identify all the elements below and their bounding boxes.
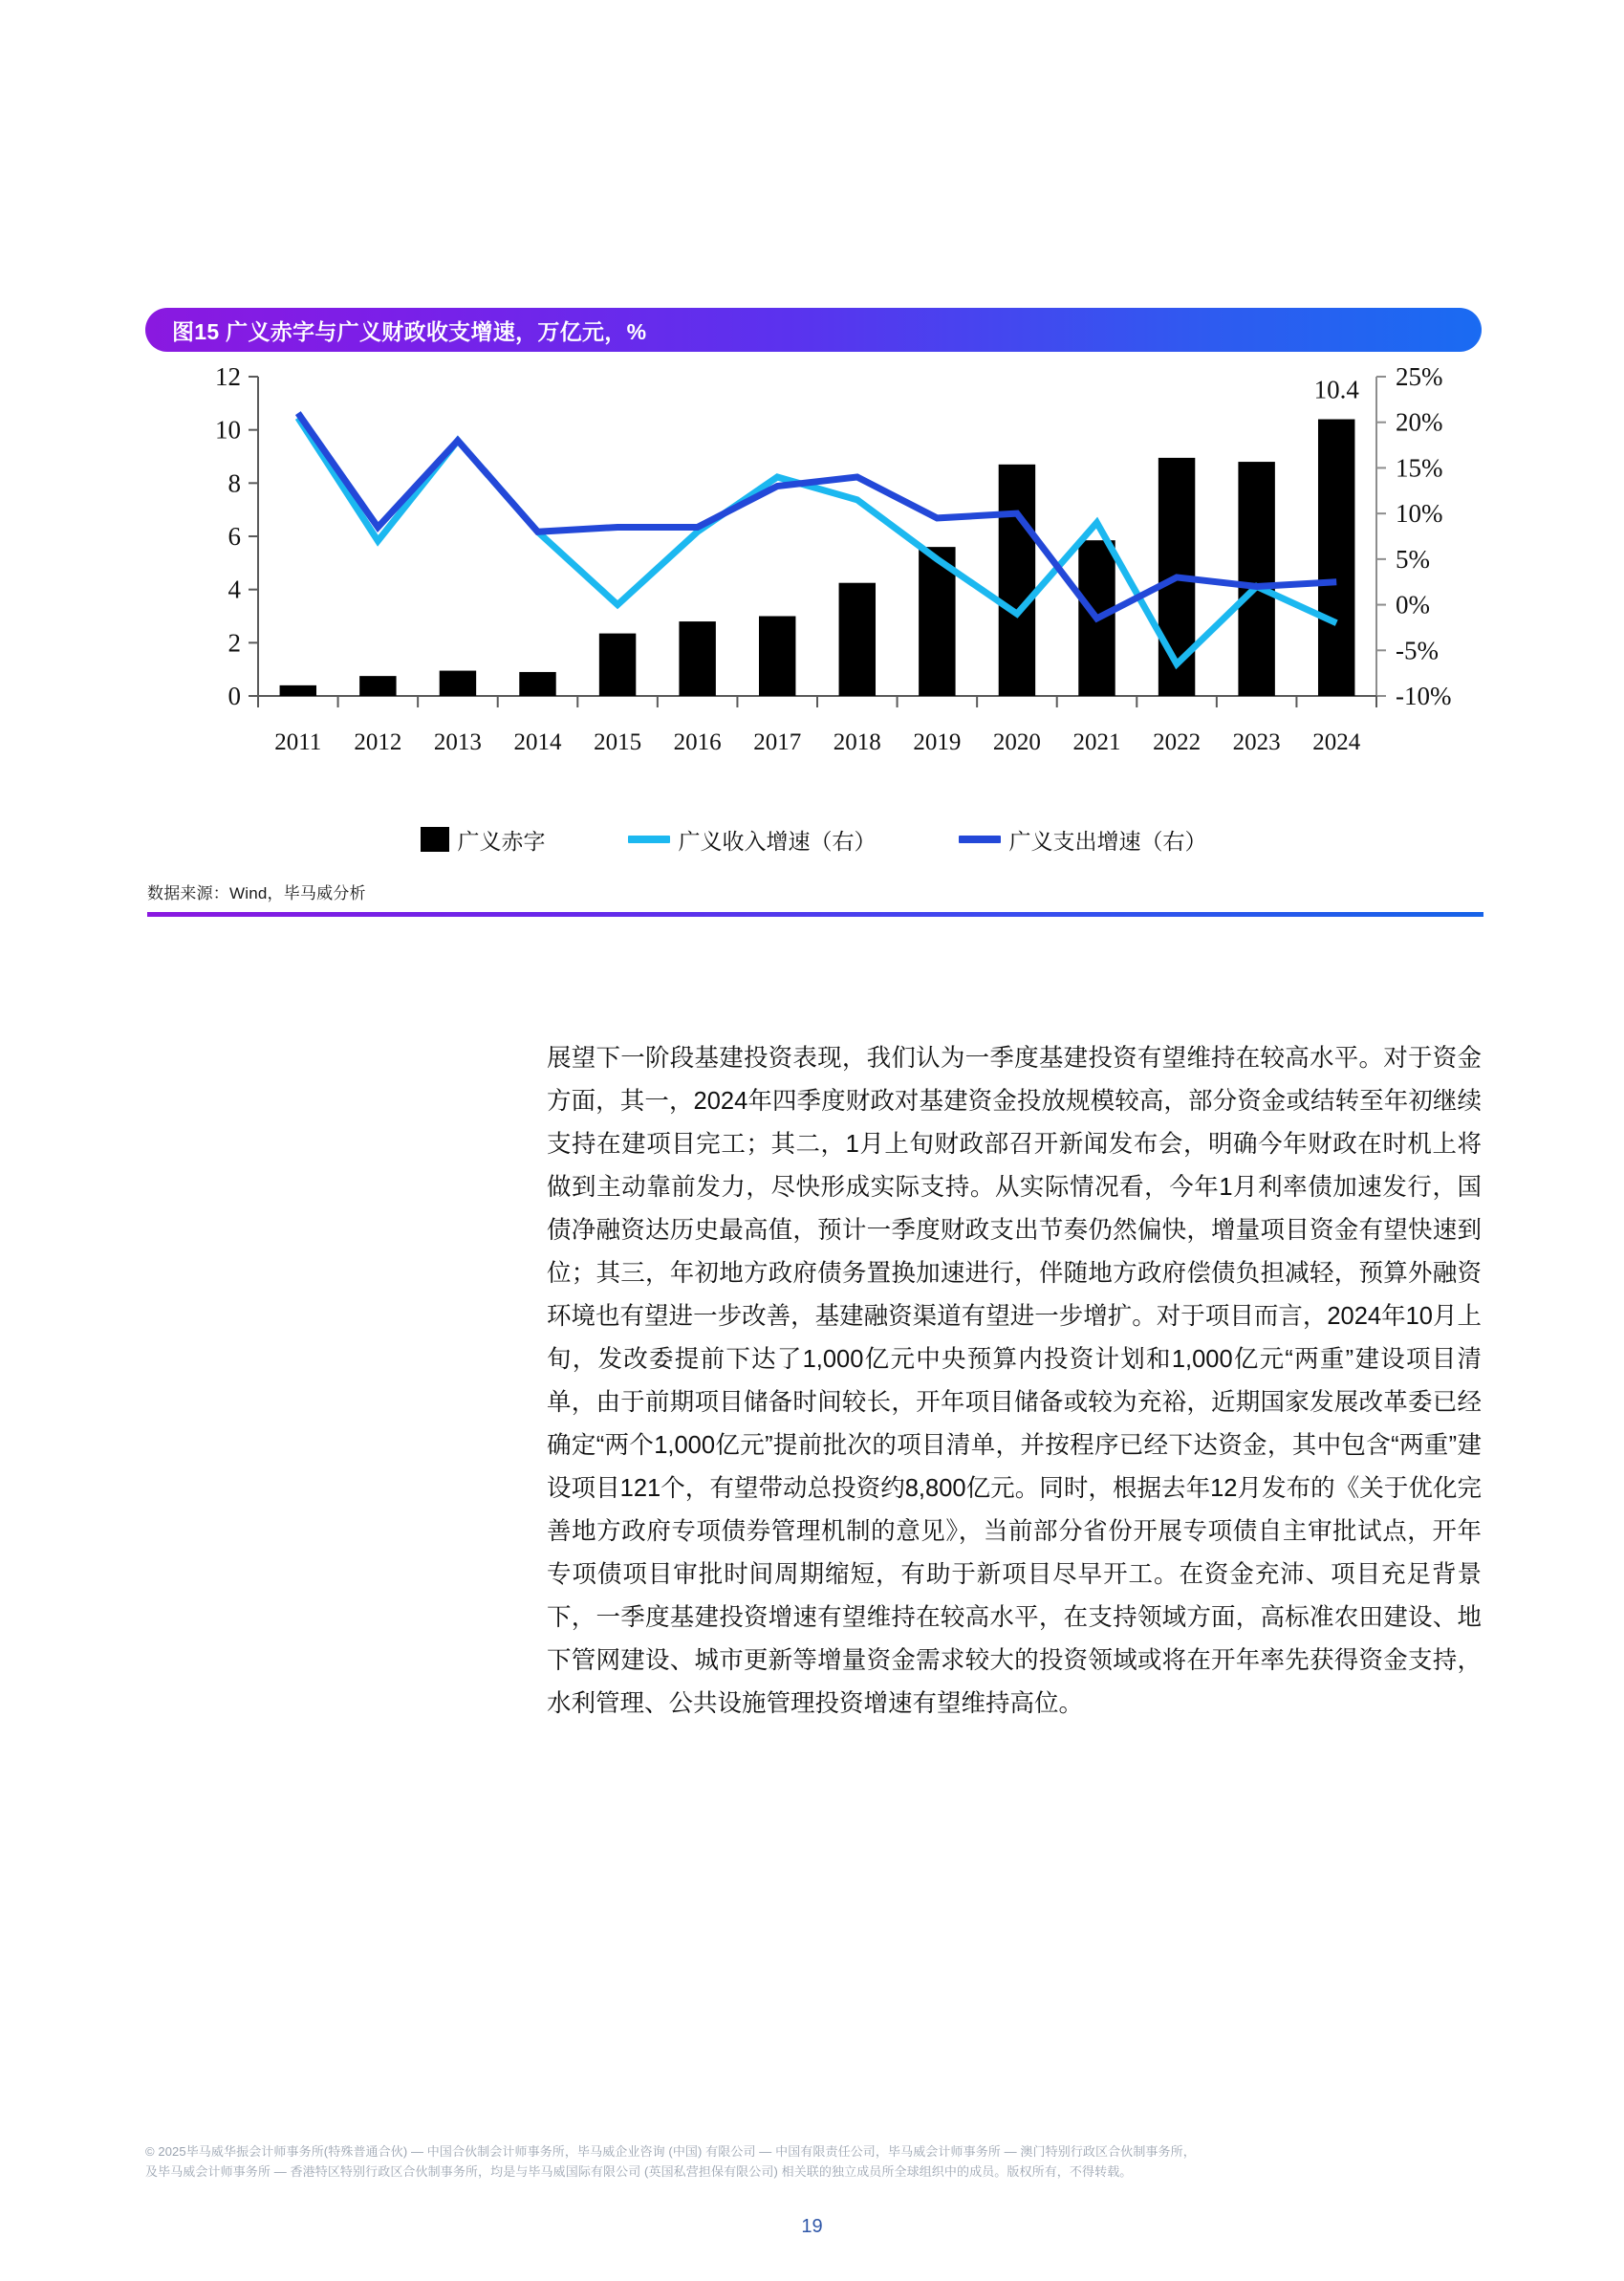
source-row [145, 880, 1482, 917]
y-axis-right-label: -10% [1396, 682, 1452, 710]
source-text: 数据来源：Wind，毕马威分析 [147, 884, 366, 902]
bar [1238, 462, 1274, 696]
legend-item [421, 824, 546, 856]
footer-line-2: 及毕马威会计师事务所 — 香港特区特别行政区合伙制事务所，均是与毕马威国际有限公司 (英国私营担保有限公司) 相关联的独立成员所全球组织中的成员。版权所有，不得转载。 [145, 2164, 1133, 2179]
x-axis-category-label: 2018 [833, 729, 881, 755]
x-axis-category-label: 2017 [753, 729, 802, 755]
y-axis-left-label: 0 [227, 682, 241, 710]
footer-line-1: © 2025毕马威华振会计师事务所(特殊普通合伙) — 中国合伙制会计师事务所，毕马威企业咨询 (中国) 有限公司 — 中国有限责任公司，毕马威会计师事务所 — 澳门特别行政区合伙制事务所， [145, 2144, 1196, 2159]
bar [999, 465, 1035, 696]
chart-plot-area [145, 359, 1482, 818]
chart-svg [145, 359, 1482, 818]
x-axis-category-label: 2013 [433, 729, 482, 755]
x-axis-category-label: 2019 [913, 729, 962, 755]
y-axis-left-label: 2 [227, 628, 241, 658]
legend-label: 广义赤字 [457, 828, 546, 854]
x-axis-category-label: 2011 [274, 729, 322, 755]
y-axis-left-label: 12 [215, 362, 241, 391]
data-label: 10.4 [1313, 375, 1359, 404]
x-axis-category-label: 2021 [1072, 729, 1121, 755]
figure-block [145, 308, 1482, 917]
x-axis-category-label: 2015 [594, 729, 642, 755]
bar [599, 634, 636, 696]
x-axis-category-label: 2016 [673, 729, 722, 755]
y-axis-left-label: 4 [227, 575, 241, 604]
x-axis-category-label: 2023 [1232, 729, 1281, 755]
x-axis-category-label: 2014 [513, 729, 562, 755]
bar [440, 671, 476, 696]
legend-item [628, 824, 877, 856]
page-footer [145, 2141, 1483, 2182]
legend-swatch-line-icon [959, 836, 1001, 843]
x-axis-category-label: 2022 [1153, 729, 1202, 755]
legend-item [959, 824, 1207, 856]
y-axis-right-label: 0% [1396, 590, 1430, 619]
body-text [547, 1037, 1482, 1726]
y-axis-right-label: 10% [1396, 499, 1443, 529]
y-axis-right-label: 25% [1396, 362, 1443, 391]
bar [679, 621, 715, 696]
bar [839, 583, 876, 696]
y-axis-left-label: 6 [227, 522, 241, 551]
x-axis-category-label: 2020 [992, 729, 1041, 755]
page-number: 19 [801, 2216, 823, 2237]
source-divider [147, 912, 1483, 917]
x-axis-category-label: 2012 [354, 729, 402, 755]
y-axis-left-label: 8 [227, 468, 241, 498]
bar [519, 672, 555, 696]
legend-swatch-square-icon [421, 827, 449, 852]
body-paragraph: 展望下一阶段基建投资表现，我们认为一季度基建投资有望维持在较高水平。对于资金方面，其一，2024年四季度财政对基建资金投放规模较高，部分资金或结转至年初继续支持在建项目完工；其二，1月上旬财政部召开新闻发布会，明确今年财政在时机上将做到主动靠前发力，尽快形成实际支持。从实际情况看，今年1月利率债加速发行，国债净融资达历史最高值，预计一季度财政支出节奏仍然偏快，增量项目资金有望快速到位；其三，年初地方政府债务置换加速进行，伴随地方政府偿债负担减轻，预算外融资环境也有望进一步改善，基建融资渠道有望进一步增扩。对于项目而言，2024年10月上旬，发改委提前下达了1,000亿元中央预算内投资计划和1,000亿元“两重”建设项目清单，由于前期项目储备时间较长，开年项目储备或较为充裕，近期国家发展改革委已经确定“两个1,000亿元”提前批次的项目清单，并按程序已经下达资金，其中包含“两重”建设项目121个，有望带动总投资约8,800亿元。同时，根据去年12月发布的《关于优化完善地方政府专项债券管理机制的意见》，当前部分省份开展专项债自主审批试点，开年专项债项目审批时间周期缩短，有助于新项目尽早开工。在资金充沛、项目充足背景下，一季度基建投资增速有望维持在较高水平，在支持领域方面，高标准农田建设、地下管网建设、城市更新等增量资金需求较大的投资领域或将在开年率先获得资金支持，水利管理、公共设施管理投资增速有望维持高位。 [547, 1045, 1482, 1717]
bar [759, 617, 795, 697]
chart-legend [145, 820, 1482, 858]
x-axis-category-label: 2024 [1312, 729, 1361, 755]
legend-swatch-line-icon [628, 836, 670, 843]
y-axis-right-label: 15% [1396, 453, 1443, 483]
legend-label: 广义收入增速（右） [678, 828, 877, 854]
figure-title: 图15 广义赤字与广义财政收支增速，万亿元，% [172, 318, 647, 344]
y-axis-right-label: -5% [1396, 636, 1439, 665]
figure-title-bar [145, 308, 1482, 352]
bar [280, 685, 316, 696]
y-axis-right-label: 5% [1396, 544, 1430, 574]
y-axis-right-label: 20% [1396, 407, 1443, 437]
legend-label: 广义支出增速（右） [1008, 828, 1207, 854]
y-axis-left-label: 10 [215, 415, 241, 445]
bar [359, 676, 396, 696]
bar [1318, 420, 1354, 696]
